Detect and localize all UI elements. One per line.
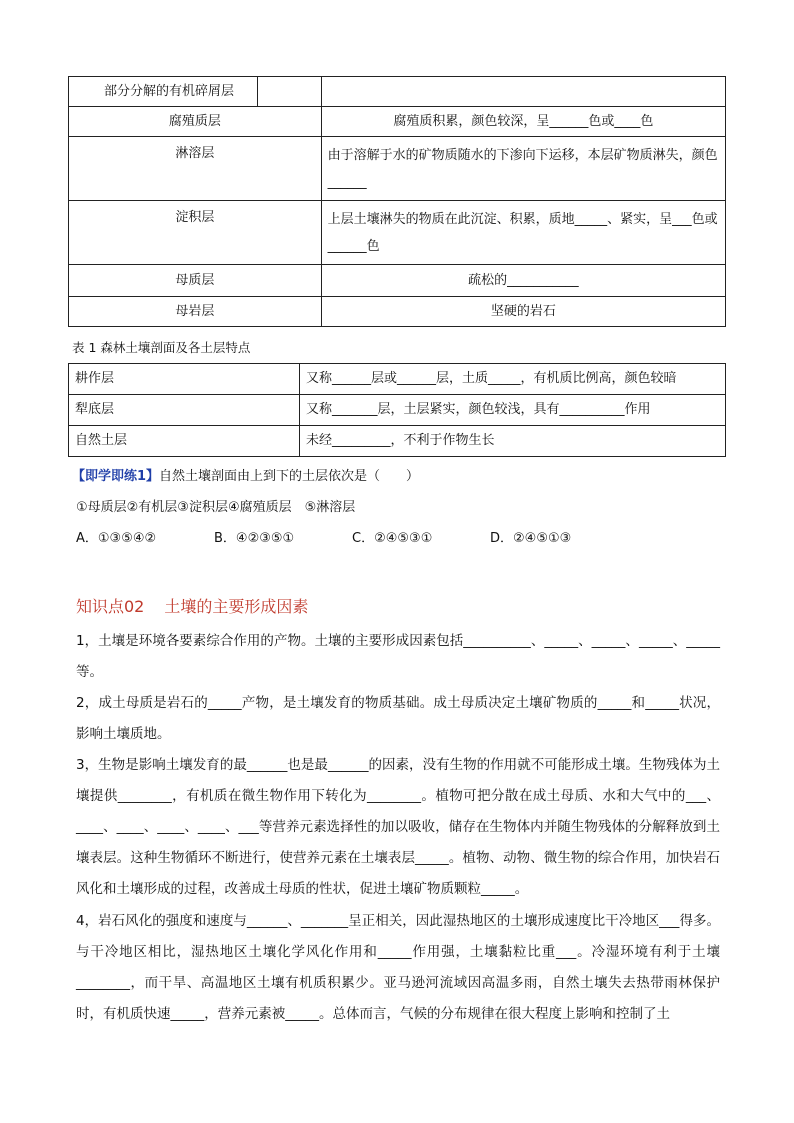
paragraph-3: 3，生物是影响土壤发育的最______也是最______的因素，没有生物的作用就不可能形成土壤。生物残体为土壤提供________，有机质在微生物作用下转化为________。植物可把分散在成土母质、水和大气中的___、____、____、____、____、___等营养元素选择性的加以吸收，储存在生物体内并随生物残体的分解释放到土壤表层。这种生物循环不断进行，使营养元素在土壤表层_____。植物、动物、微生物的综合作用，加快岩石风化和土壤形成的过程，改善成土母质的性状，促进土壤矿物质颗粒_____。	[76, 757, 720, 897]
section-number: 知识点02	[76, 597, 145, 616]
table-row	[69, 364, 726, 395]
layer-desc: 未经_________，不利于作物生长	[300, 426, 726, 457]
layer-desc: 由于溶解于水的矿物质随水的下渗向下运移，本层矿物质淋失，颜色______	[321, 137, 725, 201]
layer-name: 自然土层	[69, 426, 300, 457]
section-title: 土壤的主要形成因素	[164, 597, 309, 616]
layer-name: 母质层	[69, 265, 322, 297]
layer-name: 母岩层	[69, 297, 322, 327]
section-heading	[76, 594, 328, 617]
layer-desc: 上层土壤淋失的物质在此沉淀、积累，质地_____、紧实，呈___色或______色	[321, 201, 725, 265]
option-b: B．④②③⑤①	[214, 531, 295, 546]
table-caption: 表 1 森林土壤剖面及各土层特点	[72, 340, 251, 355]
table-row	[69, 137, 726, 201]
paragraph-4: 4，岩石风化的强度和速度与______、_______呈正相关，因此湿热地区的土壤形成速度比干冷地区___得多。与干冷地区相比，湿热地区土壤化学风化作用和_____作用强，土壤黏粒比重___。冷湿环境有利于土壤________，而干旱、高温地区土壤有机质积累少。亚马逊河流域因高温多雨，自然土壤失去热带雨林保护时，有机质快速_____，营养元素被_____。总体而言，气候的分布规律在很大程度上影响和控制了土	[76, 913, 720, 1022]
table-cell	[69, 77, 322, 107]
layer-desc: 疏松的___________	[321, 265, 725, 297]
paragraph-1: 1，土壤是环境各要素综合作用的产物。土壤的主要形成因素包括__________、_____、_____、_____、_____等。	[76, 633, 720, 680]
question-items: ①母质层②有机层③淀积层④腐殖质层 ⑤淋溶层	[76, 500, 356, 515]
table-row	[69, 297, 726, 327]
layer-desc: 又称______层或______层，土质_____，有机质比例高，颜色较暗	[300, 364, 726, 395]
table-row	[69, 265, 726, 297]
paragraph-2: 2，成土母质是岩石的_____产物，是土壤发育的物质基础。成土母质决定土壤矿物质的_____和_____状况，影响土壤质地。	[76, 695, 720, 742]
layer-desc: 腐殖质积累，颜色较深，呈______色或____色	[321, 107, 725, 137]
table-row	[69, 77, 726, 107]
option-c: C．②④⑤③①	[352, 531, 433, 546]
table-row	[69, 426, 726, 457]
layer-name: 耕作层	[69, 364, 300, 395]
layer-desc	[321, 77, 725, 107]
layer-name: 淀积层	[69, 201, 322, 265]
farmland-soil-table	[68, 363, 726, 457]
soil-profile-table	[68, 76, 726, 327]
split-cell	[69, 77, 321, 106]
table-row	[69, 201, 726, 265]
layer-desc: 又称_______层，土层紧实，颜色较浅，具有__________作用	[300, 395, 726, 426]
option-a: A．①③⑤④②	[76, 531, 157, 546]
table-row	[69, 107, 726, 137]
layer-name: 部分分解的有机碎屑层	[69, 77, 258, 106]
table-row	[69, 395, 726, 426]
option-d: D．②④⑤①③	[490, 531, 572, 546]
practice-question	[72, 465, 419, 484]
question-text: 自然土壤剖面由上到下的土层依次是（ ）	[159, 469, 420, 484]
layer-name: 腐殖质层	[69, 107, 322, 137]
layer-desc: 坚硬的岩石	[321, 297, 725, 327]
practice-tag: 【即学即练1】	[72, 469, 160, 484]
layer-name: 犁底层	[69, 395, 300, 426]
layer-name: 淋溶层	[69, 137, 322, 201]
